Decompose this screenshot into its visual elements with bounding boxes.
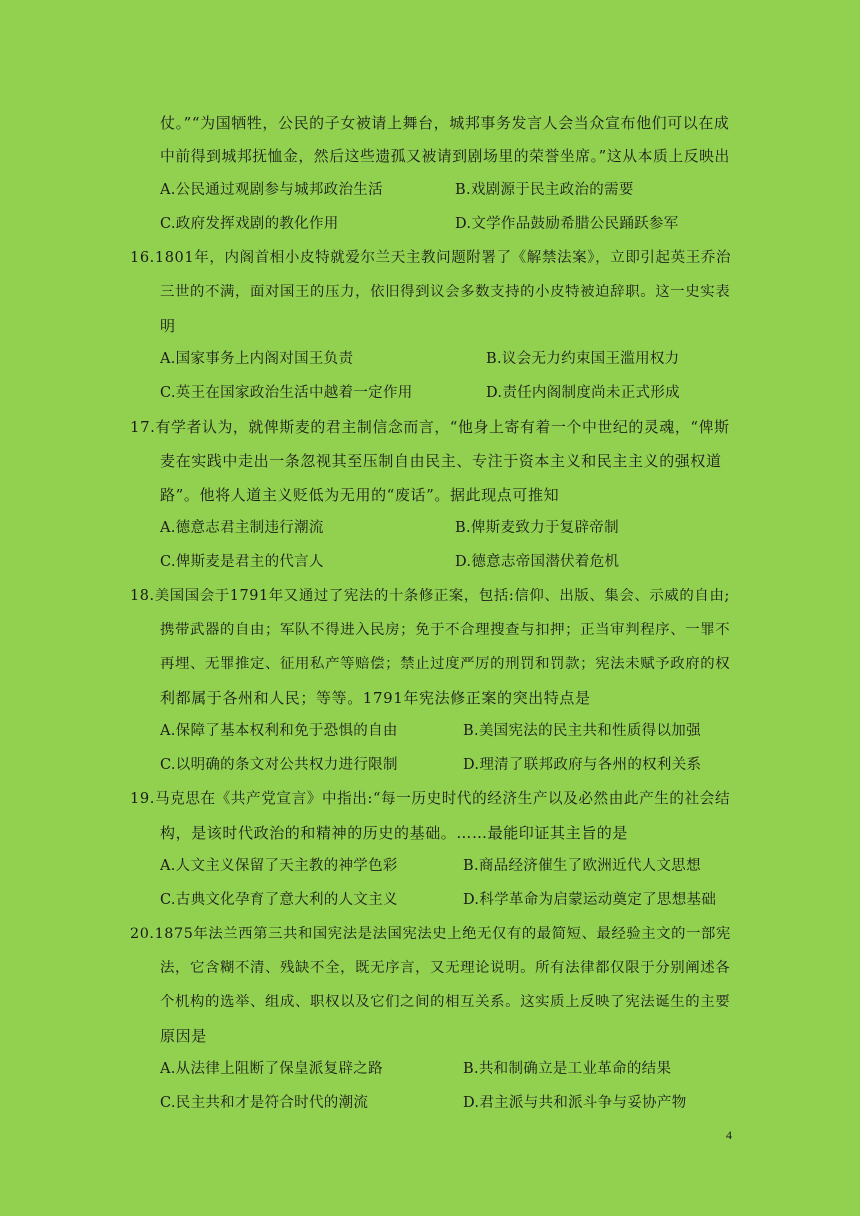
question-15-option-d: D.文学作品鼓励希腊公民踊跃参军: [455, 216, 679, 232]
question-19-option-d: D.科学革命为启蒙运动奠定了思想基础: [463, 892, 717, 908]
question-17-line-2: 麦在实践中走出一条忽视其至压制自由民主、专注于资本主义和民主主义的强权道: [160, 452, 722, 470]
question-17-option-a: A.德意志君主制违行潮流: [160, 520, 324, 536]
question-20-option-b: B.共和制确立是工业革命的结果: [463, 1061, 672, 1077]
question-18-option-d: D.理清了联邦政府与各州的权利关系: [463, 757, 702, 773]
question-18-option-b: B.美国宪法的民主共和性质得以加强: [463, 723, 701, 739]
question-18-line-3: 再埋、无罪推定、征用私产等赔偿；禁止过度严厉的刑罚和罚款；宪法未赋予政府的权: [160, 656, 731, 672]
question-15-line-2: 中前得到城邦抚恤金，然后这些遗孤又被请到剧场里的荣誉坐席。”这从本质上反映出: [160, 148, 730, 165]
question-16-line-3: 明: [160, 317, 176, 335]
question-15-option-c: C.政府发挥戏剧的教化作用: [160, 216, 339, 232]
question-20-line-1: 20.1875年法兰西第三共和国宪法是法国宪法史上绝无仅有的最简短、最经验主文的一部宪: [130, 926, 731, 942]
question-19-option-c: C.古典文化孕育了意大利的人文主义: [160, 892, 398, 908]
question-17-option-b: B.俾斯麦致力于复辟帝制: [455, 520, 619, 536]
question-18-line-4: 利都属于各州和人民；等等。1791年宪法修正案的突出特点是: [160, 689, 591, 707]
question-15-line-1: 仗。”“为国牺牲，公民的子女被请上舞台，城邦事务发言人会当众宣布他们可以在成: [160, 114, 730, 132]
question-20-line-4: 原因是: [160, 1027, 207, 1045]
question-18-line-2: 携带武器的自由；军队不得进入民房；免于不合理搜查与扣押；正当审判程序、一罪不: [160, 622, 731, 638]
question-16-option-a: A.国家事务上内阁对国王负责: [160, 351, 354, 367]
question-19-line-1: 19.马克思在《共产党宣言》中指出:“每一历史时代的经济生产以及必然由此产生的社会结: [130, 790, 731, 807]
question-17-line-1: 17.有学者认为，就俾斯麦的君主制信念而言，“他身上寄有着一个中世纪的灵魂，“俾斯: [130, 418, 730, 436]
question-19-line-2: 构，是该时代政治的和精神的历史的基础。……最能印证其主旨的是: [160, 824, 629, 842]
question-16-option-d: D.责任内阁制度尚未正式形成: [486, 385, 680, 401]
question-18-option-c: C.以明确的条文对公共权力进行限制: [160, 757, 398, 773]
question-20-option-d: D.君主派与共和派斗争与妥协产物: [463, 1095, 687, 1111]
question-16-option-c: C.英王在国家政治生活中越着一定作用: [160, 385, 413, 401]
question-19-option-b: B.商品经济催生了欧洲近代人文思想: [463, 858, 701, 874]
question-19-option-a: A.人文主义保留了天主教的神学色彩: [160, 858, 398, 874]
question-20-option-a: A.从法律上阻断了保皇派复辟之路: [160, 1061, 383, 1077]
question-20-line-3: 个机构的选举、组成、职权以及它们之间的相互关系。这实质上反映了宪法诞生的主要: [160, 994, 731, 1010]
question-16-line-2: 三世的不满，面对国王的压力，依旧得到议会多数支持的小皮特被迫辞职。这一史实表: [160, 284, 731, 300]
question-20-option-c: C.民主共和才是符合时代的潮流: [160, 1095, 369, 1111]
question-15-option-a: A.公民通过观剧参与城邦政治生活: [160, 182, 383, 198]
question-20-line-2: 法，它含糊不清、残缺不全，既无序言，又无理论说明。所有法律都仅限于分别阐述各: [160, 960, 731, 976]
question-15-option-b: B.戏剧源于民主政治的需要: [455, 182, 634, 198]
question-16-line-1: 16.1801年，内阁首相小皮特就爱尔兰天主教问题附署了《解禁法案》，立即引起英王乔治: [130, 250, 732, 266]
question-17-option-d: D.德意志帝国潜伏着危机: [455, 554, 620, 570]
page-number: 4: [726, 1128, 732, 1142]
question-17-option-c: C.俾斯麦是君主的代言人: [160, 554, 324, 570]
question-18-line-1: 18.美国国会于1791年又通过了宪法的十条修正案，包括:信仰、出版、集会、示威的自由;: [130, 588, 730, 604]
question-17-line-3: 路”。他将人道主义贬低为无用的“废话”。据此现点可推知: [160, 486, 560, 504]
question-16-option-b: B.议会无力约束国王滥用权力: [486, 351, 680, 367]
question-18-option-a: A.保障了基本权利和免于恐惧的自由: [160, 723, 398, 739]
